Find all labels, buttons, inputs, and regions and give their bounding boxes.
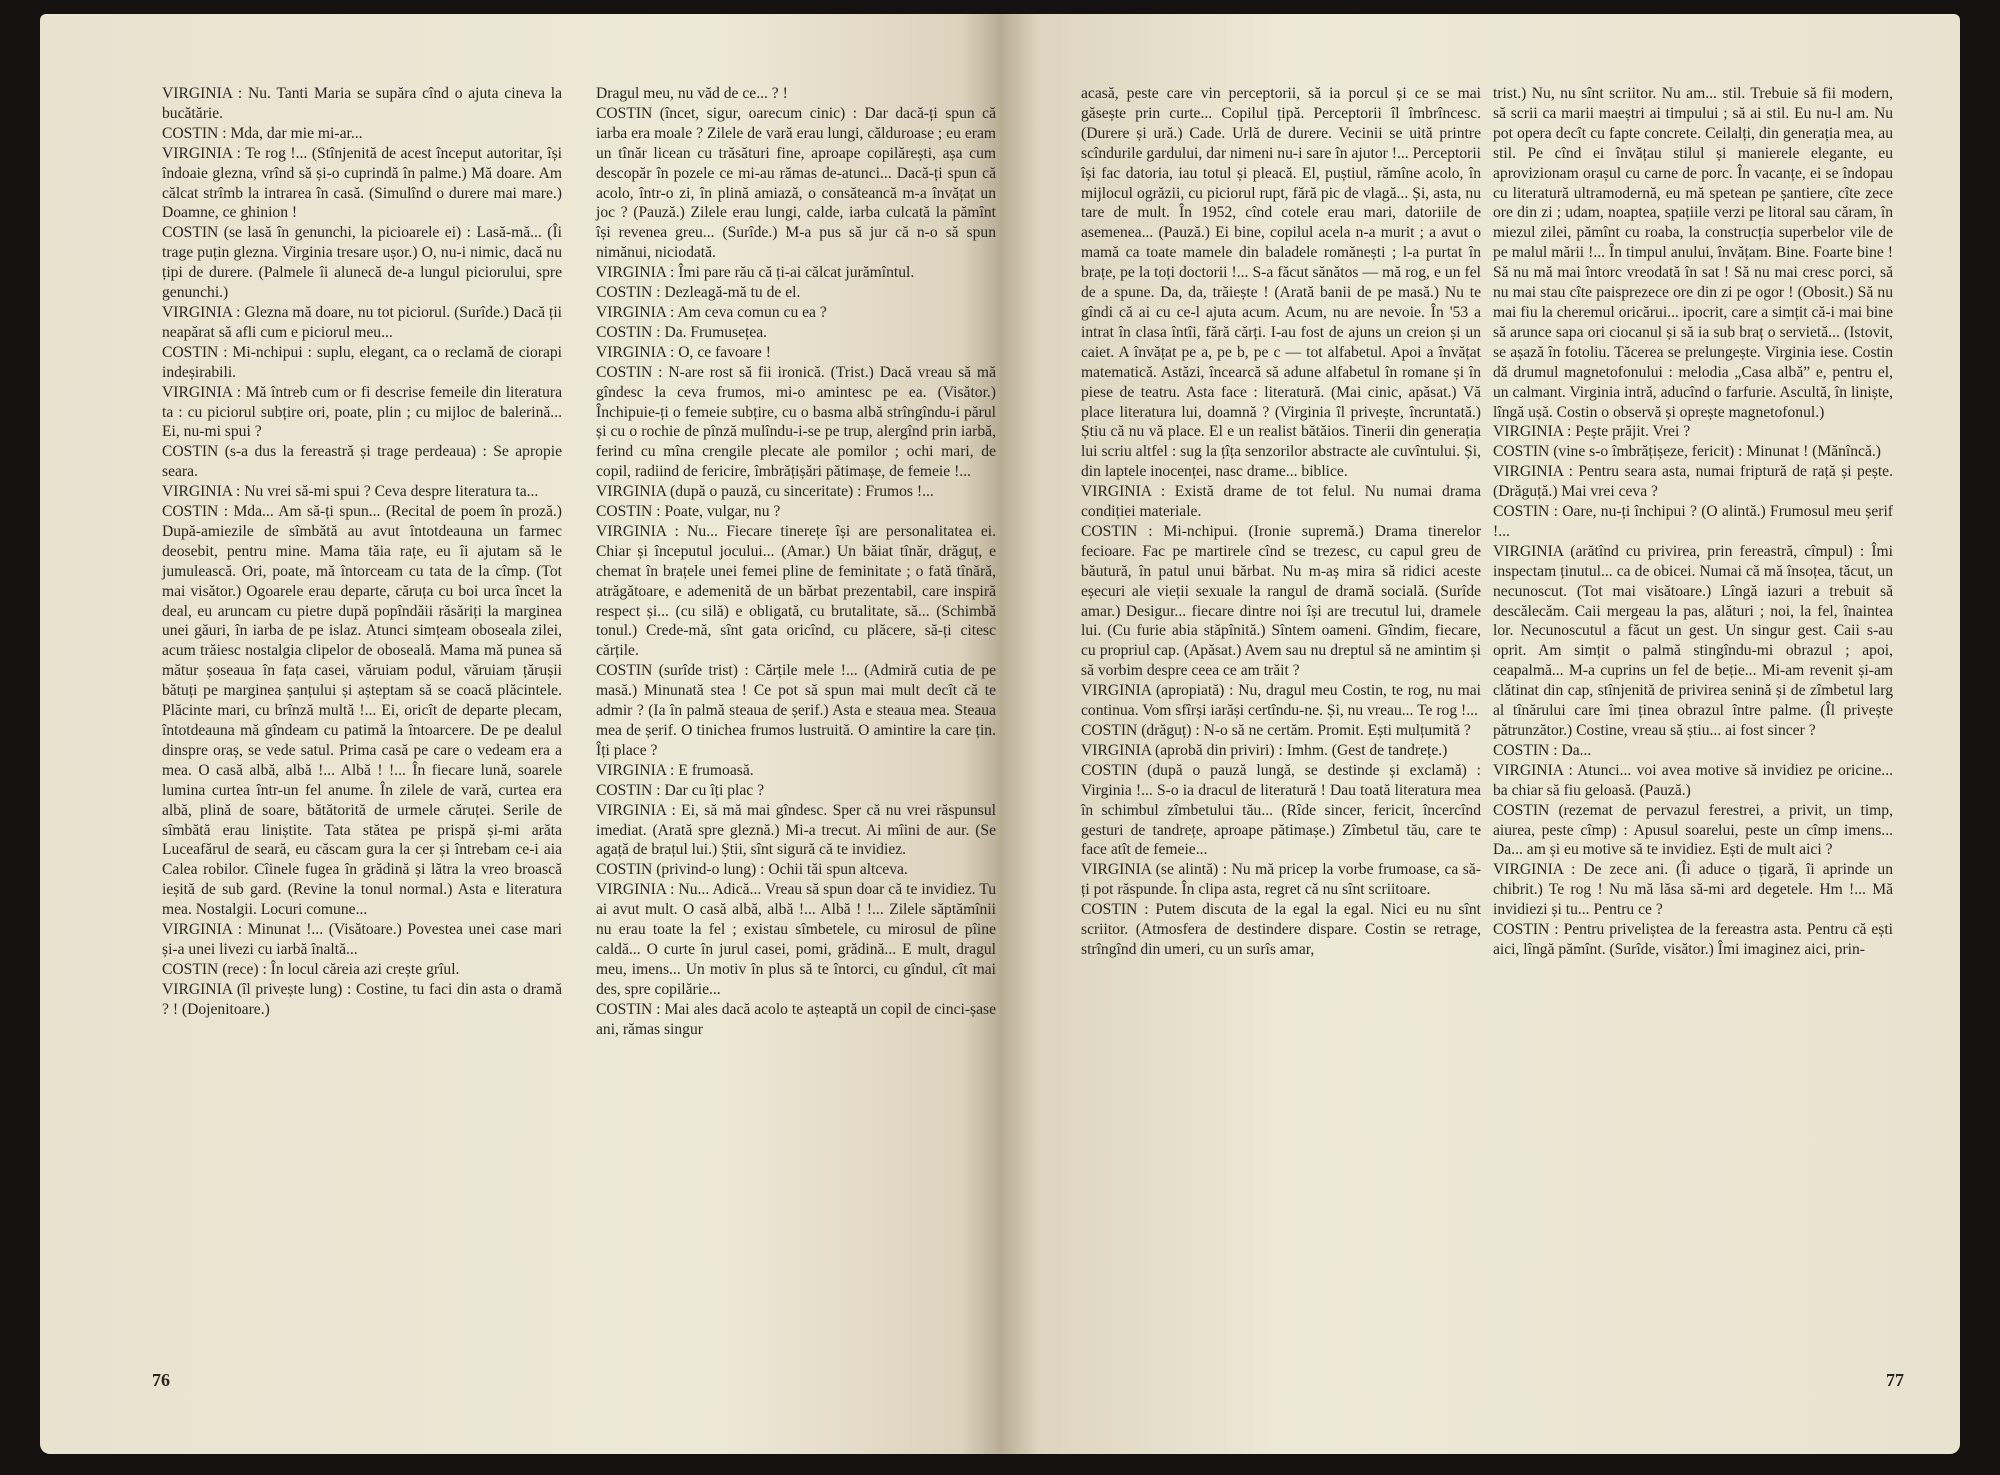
column-text: VIRGINIA : Nu. Tanti Maria se supăra cînd o ajuta cineva la bucătărie. COSTIN : Mda, dar mie mi-ar... VIRGINIA : Te rog !... (Stînjenită de acest început autoritar, își îndoaie glezna, vrînd să și-o cuprindă în palme.) Mă doare. Am călcat strîmb la intrarea în casă. (Simulînd o durere mai mare.) Doamne, ce ghinion ! COSTIN (se lasă în genunchi, la picioarele ei) : Lasă-mă... (Îi trage puțin glezna. Virginia tresare ușor.) O, nu-i nimic, dacă nu țipi de durere. (Palmele îi alunecă de-a lungul piciorului, spre genunchi.) VIRGINIA : Glezna mă doare, nu tot piciorul. (Surîde.) Dacă ții neapărat să afli cum e piciorul meu... COSTIN : Mi-nchipui : suplu, elegant, ca o reclamă de ciorapi indeșirabili. VIRGINIA : Mă întreb cum or fi descrise femeile din literatura ta : cu piciorul subțire ori, poate, plin ; cu mijloc de balerină... Ei, nu-mi spui ? COSTIN (s-a dus la fereastră și trage perdeaua) : Se apropie seara. VIRGINIA : Nu vrei să-mi spui ? Ceva despre literatura ta... COSTIN : Mda... Am să-ți spun... (Recital de poem în proză.) După-amiezile de sîmbătă au avut întotdeauna un farmec deosebit, pentru mine. Mama tăia rațe, eu îi ajutam să le jumulească. Ori, poate, mă întorceam cu tata de la cîmp. (Tot mai visător.) Ogoarele erau departe, căruța cu boi urca încet la deal, eu aruncam cu pietre după popîndăii răsăriți la marginea unei găuri, în iarba de pe islaz. Atunci simțeam oboseala zilei, acum trăiesc nostalgia clipelor de oboseală. Mama mă punea să mătur șoseaua în fața casei, văruiam podul, văruiam țărușii bătuți pe marginea șanțului și așteptam să se coacă plăcintele. Plăcinte mari, cu brînză multă !... Ei, oricît de departe plecam, întotdeauna mă gîndeam cu patimă la întoarcere. De pe dealul dinspre oraș, se vede satul. Prima casă pe care o vedeam era a mea. O casă albă, albă !... Albă ! !... În fiecare lună, soarele lumina curtea într-un fel anume. În zilele de vară, curtea era albă, plină de soare, bătătorită de urmele căruței. Serile de sîmbătă erau liniștite. Tata stătea pe prispă și-mi arăta Luceafărul de seară, eu căscam gura la cer și întrebam ce-i aia Calea robilor. Cîinele fugea în grădină și lătra la vreo broască ieșită de sub gard. (Revine la tonul normal.) Asta e literatura mea. Nostalgii. Locuri comune... VIRGINIA : Minunat !... (Visătoare.) Povestea unei case mari și-a unei livezi cu iarbă înaltă... COSTIN (rece) : În locul căreia azi crește grîul. VIRGINIA (îl privește lung) : Costine, tu faci din asta o dramă ? ! (Dojenitoare.) [162, 85, 562, 1018]
column-text: Dragul meu, nu văd de ce... ? ! COSTIN (încet, sigur, oarecum cinic) : Dar dacă-ți spun că iarba era moale ? Zilele de vară erau lungi, călduroase ; eu eram un tînăr licean cu trăsături fine, aproape copilărești, așa cum descopăr în pozele ce mi-au rămas de-atunci... Dacă-ți spun că acolo, într-o zi, în plină amiază, o consăteancă m-a învățat un joc ? (Pauză.) Zilele erau lungi, calde, iarba culcată la pămînt își revenea greu... (Surîde.) M-a pus să jur că n-o să spun nimănui, niciodată. VIRGINIA : Îmi pare rău că ți-ai călcat jurămîntul. COSTIN : Dezleagă-mă tu de el. VIRGINIA : Am ceva comun cu ea ? COSTIN : Da. Frumusețea. VIRGINIA : O, ce favoare ! COSTIN : N-are rost să fii ironică. (Trist.) Dacă vreau să mă gîndesc la ceva frumos, mi-o amintesc pe ea. (Visător.) Închipuie-ți o femeie subțire, cu o basma albă strîngîndu-i părul și cu o rochie de pînză mulîndu-i-se pe trup, alergînd prin iarbă, ferind cu mîna crengile plecate ale pomilor ; ochi mari, de copil, radiind de fericire, îmbrățișări pătimașe, de femeie !... VIRGINIA (după o pauză, cu sinceritate) : Frumos !... COSTIN : Poate, vulgar, nu ? VIRGINIA : Nu... Fiecare tinerețe își are personalitatea ei. Chiar și începutul jocului... (Amar.) Un băiat tînăr, drăguț, e chemat în brațele unei femei pline de feminitate ; o fată tînără, atrăgătoare, e ademenită de un bărbat prezentabil, care inspiră respect și... (cu silă) e obligată, cu brutalitate, să... (Schimbă tonul.) Crede-mă, sînt gata oricînd, cu plăcere, să-ți citesc cărțile. COSTIN (surîde trist) : Cărțile mele !... (Admiră cutia de pe masă.) Minunată stea ! Ce pot să spun mai mult decît că te admir ? (Ia în palmă steaua de șerif.) Asta e steaua mea. Steaua mea de șerif. O tinichea frumos lustruită. O amintire la care țin. Îți place ? VIRGINIA : E frumoasă. COSTIN : Dar cu îți plac ? VIRGINIA : Ei, să mă mai gîndesc. Sper că nu vrei răspunsul imediat. (Arată spre gleznă.) Mi-a trecut. Ai mîini de aur. (Se agață de brațul lui.) Știi, sînt sigură că te invidiez. COSTIN (privind-o lung) : Ochii tăi spun altceva. VIRGINIA : Nu... Adică... Vreau să spun doar că te invidiez. Tu ai avut mult. O casă albă, albă !... Albă ! !... Zilele săptămînii nu erau toate la fel ; existau sîmbetele, cu mirosul de pîine caldă... O curte în jurul casei, pomi, grădină... E mult, dragul meu, imens... Un motiv în plus să te întorci, cu gîndul, cît mai des, spre copilărie... COSTIN : Mai ales dacă acolo te așteaptă un copil de cinci-șase ani, rămas singur [596, 85, 996, 1038]
left-page-column-1 [162, 84, 562, 1020]
page-number-right: 77 [1886, 1370, 1904, 1390]
left-page [40, 14, 1000, 1454]
page-number-left: 76 [152, 1370, 170, 1390]
column-text: acasă, peste care vin perceptorii, să ia porcul și ce se mai găsește prin curte... Copilul țipă. Perceptorii îl îmbrîncesc. (Durere și ură.) Cade. Urlă de durere. Vecinii se uită printre scîndurile gardului, dar nimeni nu-i sare în ajutor !... Perceptorii își fac datoria, iau totul și pleacă. El, puștiul, rămîne acolo, în mijlocul ogrăzii, cu piciorul rupt, fără pic de vlagă... Și, asta, nu tare de mult. În 1952, cînd cotele erau mari, datoriile de asemenea... (Pauză.) Ei bine, copilul acela n-a murit ; a avut o mamă ca toate mamele din baladele romănești ; l-a purtat în brațe, pe la toți doctorii !... S-a făcut sănătos — mă rog, e un fel de a spune. Da, da, trăiește ! (Arată banii de pe masă.) Nu te gîndi că ai cu ce-l ajuta acum. Acum, nu are nevoie. În '53 a intrat în clasa întîi, fără cărți. I-au fost de ajuns un creion și un caiet. A învățat pe a, pe b, pe c — tot alfabetul. Apoi a învățat matematică. Astăzi, încearcă să adune alfabetul în romane și în piese de teatru. Asta face : literatură. (Mai cinic, apăsat.) Vă place literatura lui, doamnă ? (Virginia îl privește, încruntată.) Știu că nu vă place. El e un realist bătăios. Tinerii din generația lui scriu altfel : sug la țîța senzorilor abstracte ale cuvîntului. Și, din laptele inocenței, nasc drame... biblice. VIRGINIA : Există drame de tot felul. Nu numai drama condiției materiale. COSTIN : Mi-nchipui. (Ironie supremă.) Drama tinerelor fecioare. Fac pe martirele cînd se trezesc, cu capul greu de băutură, în patul unui bărbat. Nu m-aș mira să ridici aceste eșecuri ale vieții sexuale la rangul de dramă socială. (Surîde amar.) Desigur... fiecare dintre noi își are trecutul lui, dramele lui. (Cu furie abia stăpînită.) Sîntem oameni. Gîndim, fiecare, cu propriul cap. (Apăsat.) Avem sau nu dreptul să ne amintim și să vorbim despre ceea ce am trăit ? VIRGINIA (apropiată) : Nu, dragul meu Costin, te rog, nu mai continua. Vom sfîrși iarăși certîndu-ne. Și, nu vreau... Te rog !... COSTIN (drăguț) : N-o să ne certăm. Promit. Ești mulțumită ? VIRGINIA (aprobă din priviri) : Imhm. (Gest de tandrețe.) COSTIN (după o pauză lungă, se destinde și exclamă) : Virginia !... S-o ia dracul de literatură ! Dau toată literatura mea în schimbul zîmbetului tău... (Rîde sincer, fericit, încercînd gesturi de tandrețe, aproape pătimașe.) Zîmbetul tău, care te face atît de femeie... VIRGINIA (se alintă) : Nu mă pricep la vorbe frumoase, ca să-ți pot răspunde. În clipa asta, regret că nu sînt scriitoare. COSTIN : Putem discuta de la egal la egal. Nici eu nu sînt scriitor. (Atmosfera de destindere dispare. Costin se retrage, strîngînd din umeri, cu un surîs amar, [1081, 85, 1481, 958]
left-page-column-2 [596, 84, 996, 1040]
column-text: trist.) Nu, nu sînt scriitor. Nu am... stil. Trebuie să fii modern, să scrii ca marii maeștri ai timpului ; să ai stil. Eu nu-l am. Nu pot opera decît cu fapte concrete. Ceilalți, din generația mea, au stil. Pe cînd ei învățau stilul și manierele elegante, eu aprovizionam orașul cu carne de porc. În vacanțe, ei se îndopau cu literatură ultramodernă, eu mă spetean pe șantiere, cîte zece ore din zi ; udam, noaptea, spațiile verzi pe litoral sau căram, în miezul zilei, pămînt cu roaba, la construcția superbelor vile de pe malul mării !... În timpul anului, învățam. Bine. Foarte bine ! Să nu mă mai întorc vreodată în sat ! Să nu mai cresc porci, să nu mai stau cîte paisprezece ore din zi pe ogor ! (Obosit.) Să nu mai fiu la cheremul oricărui... ipocrit, care a simțit că-i mai bine să arunce sapa ori ciocanul și să ia sub braț o servietă... (Istovit, se așază în fotoliu. Tăcerea se prelungește. Virginia iese. Costin dă drumul magnetofonului : melodia „Casa albă” e, pentru el, un calmant. Virginia intră, aducînd o farfurie. Ascultă, în liniște, lîngă ușă. Costin o observă și oprește magnetofonul.) VIRGINIA : Pește prăjit. Vrei ? COSTIN (vine s-o îmbrățișeze, fericit) : Minunat ! (Mănîncă.) VIRGINIA : Pentru seara asta, numai friptură de rață și pește. (Drăguță.) Mai vrei ceva ? COSTIN : Oare, nu-ți închipui ? (O alintă.) Frumosul meu șerif !... VIRGINIA (arătînd cu privirea, prin fereastră, cîmpul) : Îmi inspectam ținutul... ca de obicei. Numai că mă însoțea, tăcut, un necunoscut. (Tot mai visătoare.) Lîngă iazuri a trebuit să descălecăm. Caii mergeau la pas, alături ; noi, la fel, înaintea lor. Necunoscutul a făcut un gest. Un singur gest. Caii s-au oprit. Am simțit o palmă stingîndu-mi obrazul ; apoi, ceapalmă... M-a cuprins un fel de beție... Mi-am revenit și-am clătinat din cap, stînjenită de privirea senină și de zîmbetul larg al tînărului care îmi ținea obrazul între palme. (Îl privește pătrunzător.) Costine, vreau să știu... ai fost sincer ? COSTIN : Da... VIRGINIA : Atunci... voi avea motive să invidiez pe oricine... ba chiar să fiu geloasă. (Pauză.) COSTIN (rezemat de pervazul ferestrei, a privit, un timp, aiurea, peste cîmp) : Apusul soarelui, peste un cîmp imens... Da... am și eu motive să te invidiez. Ești de mult aici ? VIRGINIA : De zece ani. (Îi aduce o țigară, îi aprinde un chibrit.) Te rog ! Nu mă lăsa să-mi ard degetele. Hm !... Mă invidiezi și tu... Pentru ce ? COSTIN : Pentru priveliștea de la fereastra asta. Pentru că ești aici, lîngă pămînt. (Surîde, visător.) Îmi imaginez aici, prin- [1493, 85, 1893, 958]
right-page [1000, 14, 1960, 1454]
right-page-column-1 [1081, 84, 1481, 960]
right-page-column-2 [1493, 84, 1893, 960]
